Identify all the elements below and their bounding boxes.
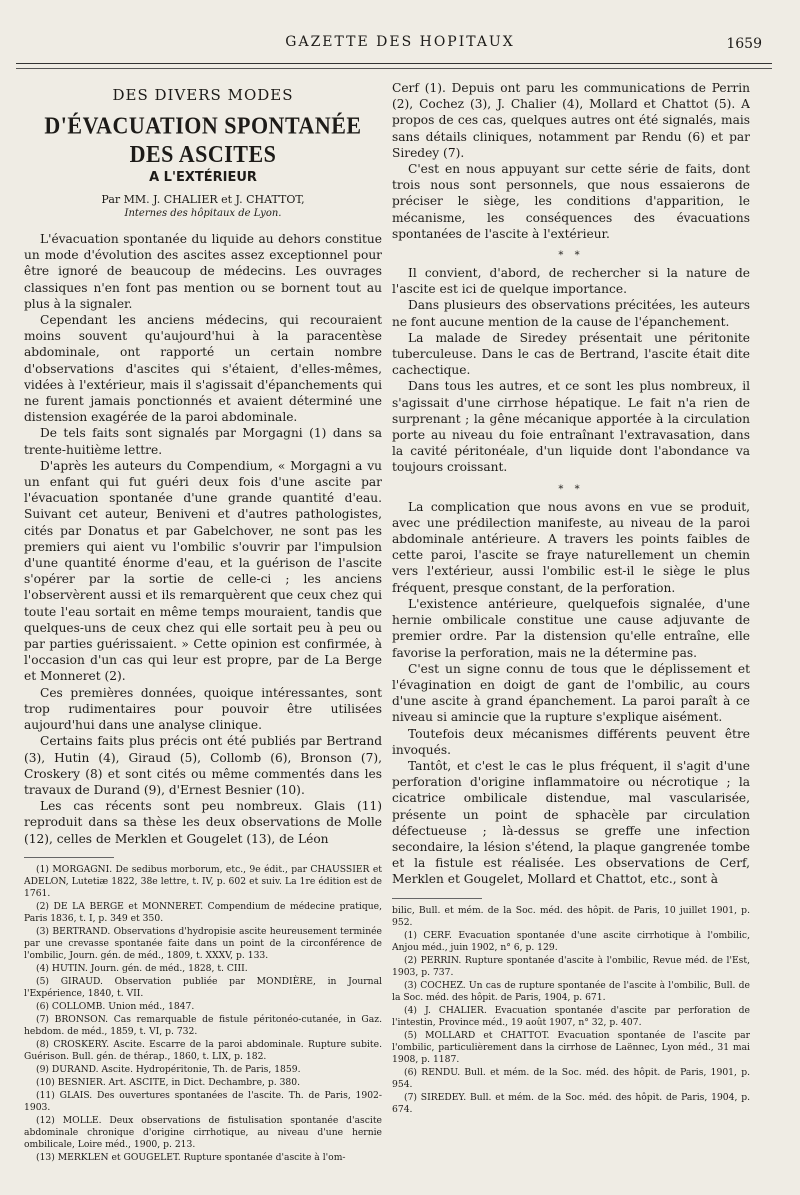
footnote: (7) BRONSON. Cas remarquable de fistule péritonéo-cutanée, in Gaz. hebdom. de méd., 1859, t. VI, p. 732. [24,1013,382,1037]
paragraph: Dans tous les autres, et ce sont les plus nombreux, il s'agissait d'une cirrhose hépatique. Le fait n'a rien de surprenant ; la gêne mécanique apportée à la circulation porte au niveau du foie entraînant l'extravasation, dans la cavité péritonéale, d'un liquide dont l'abondance va toujours croissant. [392,379,750,475]
footnote: (4) HUTIN. Journ. gén. de méd., 1828, t. CIII. [36,962,248,974]
footnote: (2) DE LA BERGE et MONNERET. Compendium de médecine pratique, Paris 1836, t. I, p. 349 et 350. [24,900,382,924]
footnote: (5) GIRAUD. Observation publiée par MONDIÈRE, in Journal l'Expérience, 1840, t. VII. [24,975,382,999]
paragraph: Certains faits plus précis ont été publiés par Bertrand (3), Hutin (4), Giraud (5), Collomb (6), Bronson (7), Croskery (8) et sont cités ou même commentés dans les travaux de Durand (9), d'Ernest Besnier (10). [24,734,382,797]
paragraph: Tantôt, et c'est le cas le plus fréquent, il s'agit d'une perforation d'origine inflammatoire ou nécrotique ; la cicatrice ombilicale distendue, mal vascularisée, présente un point de sphacèle par circulation défectueuse ; là-dessus se greffe une infection secondaire, la lésion s'étend, la plaque gangrenée tombe et la fistule est réalisée. Les observations de Cerf, Merklen et Gougelet, Mollard et Chattot, etc., sont à [392,758,750,887]
paragraph: Dans plusieurs des observations précitées, les auteurs ne font aucune mention de la cause de l'épanchement. [392,298,750,329]
footnote: (3) COCHEZ. Un cas de rupture spontanée de l'ascite à l'ombilic, Bull. de la Soc. méd. des hôpit. de Paris, 1904, p. 671. [392,979,750,1003]
footnote-separator [392,898,482,899]
right-column [392,80,750,1180]
page-header [30,34,770,56]
title-line-2: D'ÉVACUATION SPONTANÉE DES ASCITES [44,111,362,168]
footnote: (9) DURAND. Ascite. Hydropéritonie, Th. de Paris, 1859. [36,1063,301,1075]
right-body [392,80,750,888]
paragraph: Cependant les anciens médecins, qui recouraient moins souvent qu'aujourd'hui à la paracentèse abdominale, ont rapporté un certain nombre d'observations d'ascites qui s'étaient, d'elles-mêmes, vidées à l'extérieur, mais il s'agissait d'épanchements qui ne furent jamais ponctionnés et avaient déterminé une distension exagérée de la paroi abdominale. [24,313,382,425]
paragraph: Ces premières données, quoique intéressantes, sont trop rudimentaires pour pouvoir être utilisées aujourd'hui dans une analyse clinique. [24,685,382,733]
affiliation: Internes des hôpitaux de Lyon. [124,208,282,219]
footnote: (6) RENDU. Bull. et mém. de la Soc. méd. des hôpit. de Paris, 1901, p. 954. [392,1066,750,1090]
header-rule [16,63,772,64]
left-column [24,80,382,1180]
paragraph: Toutefois deux mécanismes différents peuvent être invoqués. [392,726,750,757]
paragraph: De tels faits sont signalés par Morgagni (1) dans sa trente-huitième lettre. [24,426,382,457]
footnote: (10) BESNIER. Art. ASCITE, in Dict. Dechambre, p. 380. [36,1076,301,1088]
paragraph: C'est un signe connu de tous que le déplissement et l'évagination en doigt de gant de l'ombilic, au cours d'une ascite à grand épanchement. La paroi paraît à ce niveau si amincie que la rupture s'explique aisément. [392,661,750,725]
left-body [24,231,382,847]
footnote: (7) SIREDEY. Bull. et mém. de la Soc. méd. des hôpit. de Paris, 1904, p. 674. [392,1091,750,1115]
paragraph: D'après les auteurs du Compendium, « Morgagni a vu un enfant qui fut guéri deux fois d'une ascite par l'évacuation spontanée d'une grande quantité d'eau. Suivant cet auteur, Beniveni et d'autres pathologistes, cités par Donatus et par Gabelchover, ne sont pas les premiers qui aient vu l'ombilic s'ouvrir par l'impulsion d'une quantité énorme d'eau, et la guérison de l'ascite s'opérer par la sortie de celle-ci ; les anciens l'observèrent aussi et ils remarquèrent que ceux chez qui toute l'eau sortait en même temps mouraient, tandis que quelques-uns de ceux chez qui elle sortait peu à peu ou par parties guérissaient. » Cette opinion est confirmée, à l'occasion d'un cas qui leur est propre, par de La Berge et Monneret (2). [24,458,382,684]
footnote: (11) GLAIS. Des ouvertures spontanées de l'ascite. Th. de Paris, 1902-1903. [24,1089,382,1113]
section-stars: * * [558,250,584,262]
paragraph: La complication que nous avons en vue se produit, avec une prédilection manifeste, au niveau de la paroi abdominale antérieure. A travers les points faibles de cette paroi, l'ascite se fraye naturellement un chemin vers l'extérieur, aussi l'ombilic est-il le siège le plus fréquent, presque constant, de la perforation. [392,499,750,595]
running-title: GAZETTE DES HOPITAUX [285,34,515,50]
header-rule-2 [16,68,772,69]
footnote: bilic, Bull. et mém. de la Soc. méd. des hôpit. de Paris, 10 juillet 1901, p. 952. [392,904,750,928]
footnote: (5) MOLLARD et CHATTOT. Evacuation spontanée de l'ascite par l'ombilic, particulièrement dans la cirrhose de Laënnec, Lyon méd., 31 mai 1908, p. 1187. [392,1029,750,1065]
footnote: (8) CROSKERY. Ascite. Escarre de la paroi abdominale. Rupture subite. Guérison. Bull. gén. de thérap., 1860, t. LIX, p. 182. [24,1038,382,1062]
title-line-3: A L'EXTÉRIEUR [149,170,257,185]
footnote: (1) MORGAGNI. De sedibus morborum, etc., 9e édit., par CHAUSSIER et ADELON, Lutetiæ 1822, 38e lettre, t. IV, p. 602 et suiv. La 1re édition est de 1761. [24,863,382,899]
paragraph: C'est en nous appuyant sur cette série de faits, dont trois nous sont personnels, que nous essaierons de préciser le siège, les conditions d'apparition, le mécanisme, les conséquences des évacuations spontanées de l'ascite à l'extérieur. [392,162,750,241]
paragraph: L'évacuation spontanée du liquide au dehors constitue un mode d'évolution des ascites assez exceptionnel pour être ignoré de beaucoup de médecins. Les ouvrages classiques n'en font pas mention ou se bornent tout au plus à la signaler. [24,232,382,311]
footnote: (6) COLLOMB. Union méd., 1847. [36,1000,195,1012]
title-line-1: DES DIVERS MODES [112,86,294,104]
footnote: (2) PERRIN. Rupture spontanée d'ascite à l'ombilic, Revue méd. de l'Est, 1903, p. 737. [392,954,750,978]
page-number: 1659 [726,36,762,52]
left-footnotes [24,864,382,1164]
footnote: (4) J. CHALIER. Evacuation spontanée d'ascite par perforation de l'intestin, Province méd., 19 août 1907, n° 32, p. 407. [392,1004,750,1028]
paragraph: Cerf (1). Depuis ont paru les communications de Perrin (2), Cochez (3), J. Chalier (4), Mollard et Chattot (5). A propos de ces cas, quelques autres ont été signalés, mais sans détails cliniques, notamment par Rendu (6) et par Siredey (7). [392,81,750,160]
footnote: (3) BERTRAND. Observations d'hydropisie ascite heureusement terminée par une crevasse spontanée faite dans un point de la circonférence de l'ombilic, Journ. gén. de méd., 1809, t. XXXV, p. 133. [24,925,382,961]
right-footnotes [392,905,750,1116]
footnote: (12) MOLLE. Deux observations de fistulisation spontanée d'ascite abdominale chronique d'origine cirrhotique, au niveau d'une hernie ombilicale, Loire méd., 1900, p. 213. [24,1114,382,1150]
paragraph: L'existence antérieure, quelquefois signalée, d'une hernie ombilicale constitue une cause adjuvante de premier ordre. Par la distension qu'elle entraîne, elle favorise la perforation, mais ne la détermine pas. [392,596,750,660]
footnote: (1) CERF. Evacuation spontanée d'une ascite cirrhotique à l'ombilic, Anjou méd., juin 1902, n° 6, p. 129. [392,929,750,953]
paragraph: Il convient, d'abord, de rechercher si la nature de l'ascite est ici de quelque importance. [392,266,750,297]
footnote: (13) MERKLEN et GOUGELET. Rupture spontanée d'ascite à l'om- [36,1151,346,1163]
paragraph: Les cas récents sont peu nombreux. Glais (11) reproduit dans sa thèse les deux observations de Molle (12), celles de Merklen et Gougelet (13), de Léon [24,799,382,846]
footnote-separator [24,857,114,858]
section-stars: * * [558,483,584,495]
paragraph: La malade de Siredey présentait une péritonite tuberculeuse. Dans le cas de Bertrand, l'ascite était dite cachectique. [392,330,750,378]
authors: Par MM. J. CHALIER et J. CHATTOT, [101,193,305,206]
